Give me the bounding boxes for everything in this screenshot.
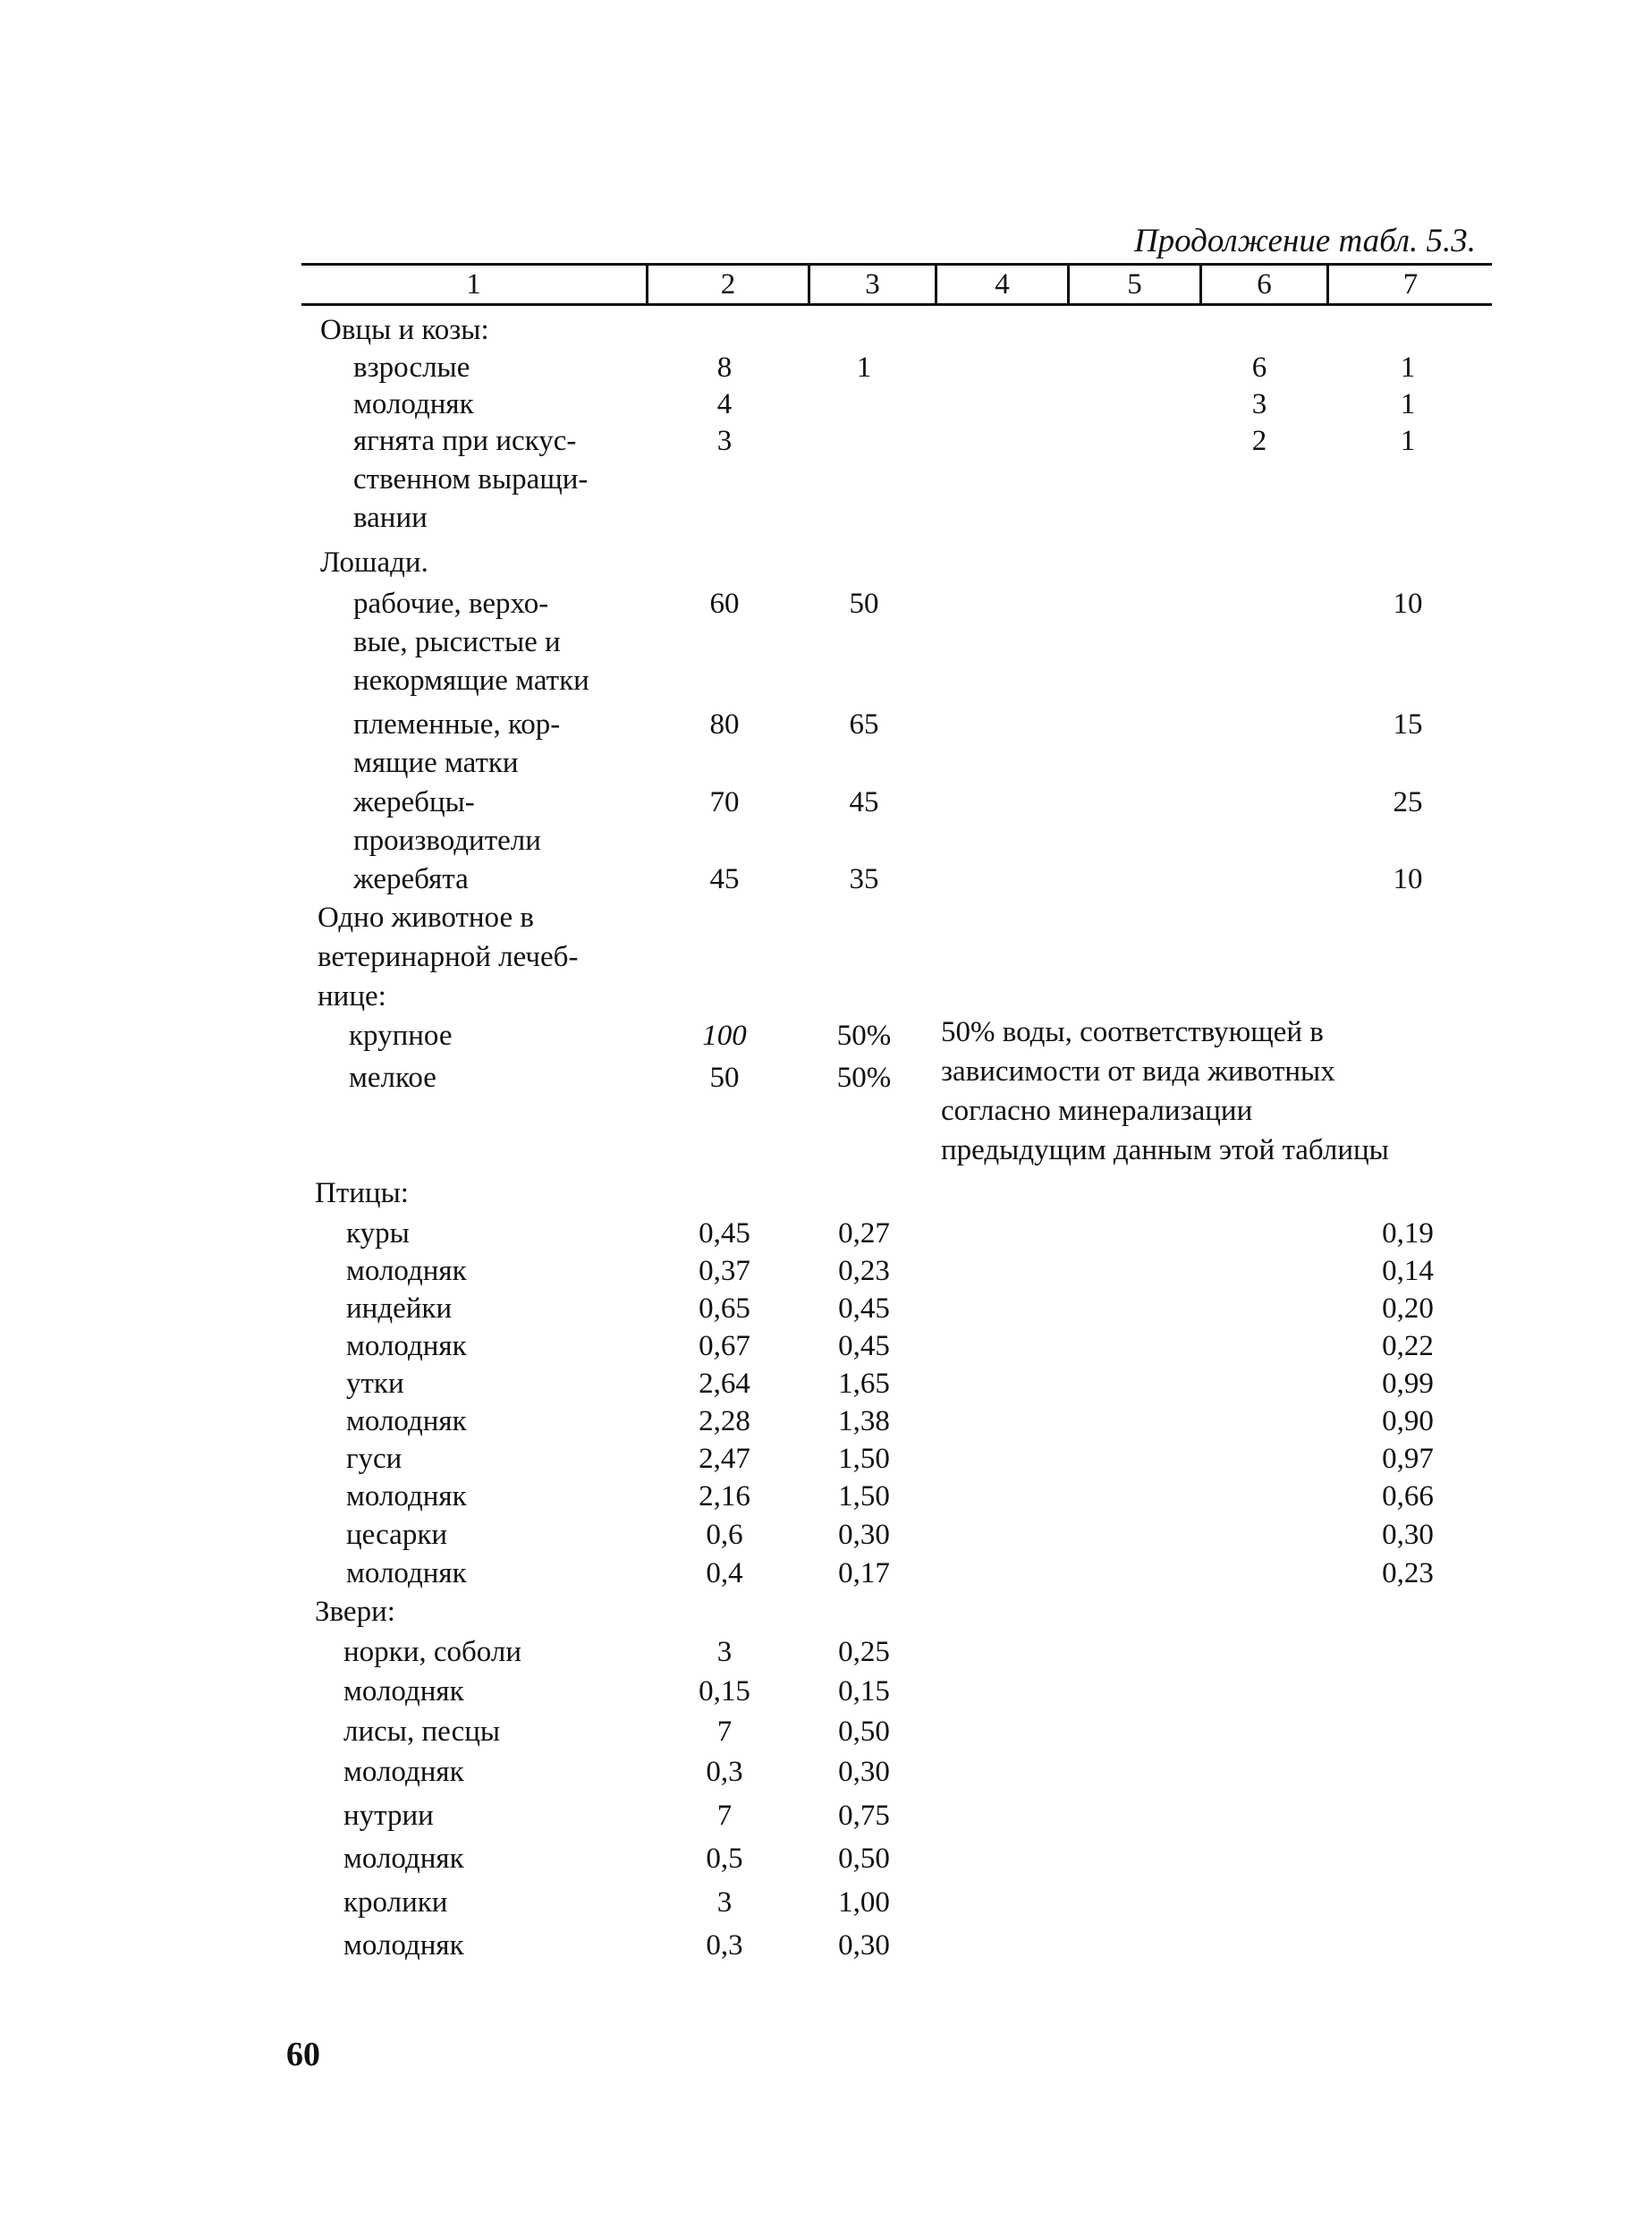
cell-col-2: 0,45 [699,1217,750,1250]
cell-col-3: 50 [849,588,879,620]
cell-col-3: 50% [836,1020,892,1052]
cell-col-2: 2,47 [699,1443,750,1475]
header-col-6: 6 [1199,266,1326,303]
cell-col-3: 1,50 [838,1480,890,1513]
row-label-cont: производители [353,825,541,857]
cell-col-7: 0,19 [1382,1217,1434,1250]
cell-col-2: 70 [709,786,740,818]
row-label-cont: мящие матки [353,747,519,779]
row-label: молодняк [346,1480,467,1513]
row-label-cont: вании [353,502,428,534]
row-label: молодняк [346,1255,467,1287]
row-label: нутрии [343,1800,434,1832]
table-header [301,263,1492,306]
header-col-5: 5 [1067,266,1199,303]
cell-col-2: 4 [716,388,733,420]
cell-col-6: 6 [1251,352,1267,384]
header-col-7: 7 [1326,266,1492,303]
cell-col-7: 0,30 [1382,1519,1434,1551]
cell-col-3: 0,30 [838,1519,890,1551]
table-caption: Продолжение табл. 5.3. [1133,223,1476,259]
section-title-vet-cont: нице: [318,980,386,1013]
row-label: кролики [343,1886,448,1919]
cell-col-2: 0,67 [699,1330,750,1362]
row-label: лисы, песцы [343,1716,501,1748]
cell-col-3: 0,23 [838,1255,890,1287]
cell-col-7: 0,99 [1382,1368,1434,1400]
cell-col-7: 0,23 [1382,1557,1434,1589]
cell-col-2: 50 [709,1062,740,1094]
cell-col-2: 100 [702,1020,747,1052]
row-label: жеребцы- [353,786,475,818]
row-label: индейки [346,1292,453,1325]
cell-col-2: 3 [716,425,733,457]
row-label: молодняк [346,1557,467,1589]
header-col-1: 1 [466,268,481,301]
cell-col-2: 60 [709,588,740,620]
row-label: утки [346,1368,404,1400]
cell-col-3: 1,38 [838,1405,890,1437]
row-label: племенные, кор- [353,708,561,741]
cell-col-3: 35 [849,863,879,895]
cell-col-7: 10 [1393,863,1423,895]
cell-col-3: 0,30 [838,1756,890,1788]
page-number: 60 [286,2036,320,2073]
vet-note-line: согласно минерализации [941,1095,1253,1127]
vet-note [941,1013,1478,1170]
row-label: норки, соболи [343,1636,521,1668]
row-label: молодняк [343,1675,464,1707]
cell-col-2: 0,15 [699,1675,750,1707]
row-label-cont: вые, рысистые и [353,626,561,658]
cell-col-3: 0,27 [838,1217,890,1250]
cell-col-2: 45 [709,863,740,895]
header-col-2: 2 [646,266,808,303]
section-title-sheep: Овцы и козы: [320,314,489,346]
cell-col-7: 0,90 [1382,1405,1434,1437]
section-title-horses: Лошади. [320,547,428,579]
row-label: молодняк [353,388,474,420]
cell-col-7: 1 [1400,425,1416,457]
cell-col-2: 0,4 [706,1557,743,1589]
cell-col-3: 0,50 [838,1843,890,1875]
cell-col-3: 0,50 [838,1716,890,1748]
cell-col-3: 1,65 [838,1368,890,1400]
cell-col-7: 1 [1400,388,1416,420]
row-label: взрослые [353,352,470,384]
cell-col-2: 2,28 [699,1405,750,1437]
cell-col-7: 25 [1393,786,1423,818]
cell-col-3: 0,25 [838,1636,890,1668]
vet-note-line: зависимости от вида животных [941,1055,1335,1088]
section-title-vet-cont: ветеринарной лечеб- [318,941,579,973]
cell-col-7: 0,22 [1382,1330,1434,1362]
cell-col-2: 0,3 [706,1756,743,1788]
cell-col-3: 1,50 [838,1443,890,1475]
row-label: молодняк [343,1843,464,1875]
cell-col-2: 2,64 [699,1368,750,1400]
section-title-vet: Одно животное в [318,902,534,934]
cell-col-6: 3 [1251,388,1267,420]
row-label: гуси [346,1443,402,1475]
row-label: цесарки [346,1519,448,1551]
section-title-birds: Птицы: [315,1177,409,1209]
cell-col-2: 0,3 [706,1929,743,1962]
row-label: рабочие, верхо- [353,588,549,620]
cell-col-7: 15 [1393,708,1423,741]
cell-col-3: 0,45 [838,1292,890,1325]
cell-col-7: 10 [1393,588,1423,620]
cell-col-2: 7 [716,1800,733,1832]
cell-col-7: 1 [1400,352,1416,384]
cell-col-2: 2,16 [699,1480,750,1513]
cell-col-2: 3 [716,1886,733,1919]
vet-note-line: предыдущим данным этой таблицы [941,1134,1389,1166]
header-col-4: 4 [935,266,1067,303]
row-label: молодняк [343,1929,464,1962]
header-col-3: 3 [808,266,935,303]
row-label: молодняк [346,1330,467,1362]
cell-col-7: 0,14 [1382,1255,1434,1287]
cell-col-3: 0,45 [838,1330,890,1362]
row-label: куры [346,1217,410,1250]
section-title-furanimals: Звери: [315,1596,395,1628]
cell-col-2: 0,65 [699,1292,750,1325]
cell-col-2: 3 [716,1636,733,1668]
row-label: молодняк [343,1756,464,1788]
cell-col-7: 0,20 [1382,1292,1434,1325]
cell-col-7: 0,66 [1382,1480,1434,1513]
cell-col-6: 2 [1251,425,1267,457]
cell-col-3: 1,00 [838,1886,890,1919]
cell-col-3: 0,75 [838,1800,890,1832]
cell-col-2: 80 [709,708,740,741]
cell-col-3: 50% [836,1062,892,1094]
row-label-cont: некормящие матки [353,665,589,697]
cell-col-3: 0,30 [838,1929,890,1962]
cell-col-3: 0,17 [838,1557,890,1589]
row-label: крупное [349,1020,453,1052]
cell-col-2: 0,6 [706,1519,743,1551]
cell-col-3: 1 [856,352,872,384]
cell-col-2: 0,37 [699,1255,750,1287]
cell-col-3: 65 [849,708,879,741]
vet-note-line: 50% воды, соответствующей в [941,1016,1324,1048]
row-label: мелкое [349,1062,436,1094]
cell-col-3: 0,15 [838,1675,890,1707]
cell-col-7: 0,97 [1382,1443,1434,1475]
cell-col-2: 7 [716,1716,733,1748]
row-label-cont: ственном выращи- [353,463,589,496]
cell-col-2: 0,5 [706,1843,743,1875]
cell-col-2: 8 [716,352,733,384]
row-label: жеребята [353,863,469,895]
cell-col-3: 45 [849,786,879,818]
row-label: молодняк [346,1405,467,1437]
row-label: ягнята при искус- [353,425,577,457]
